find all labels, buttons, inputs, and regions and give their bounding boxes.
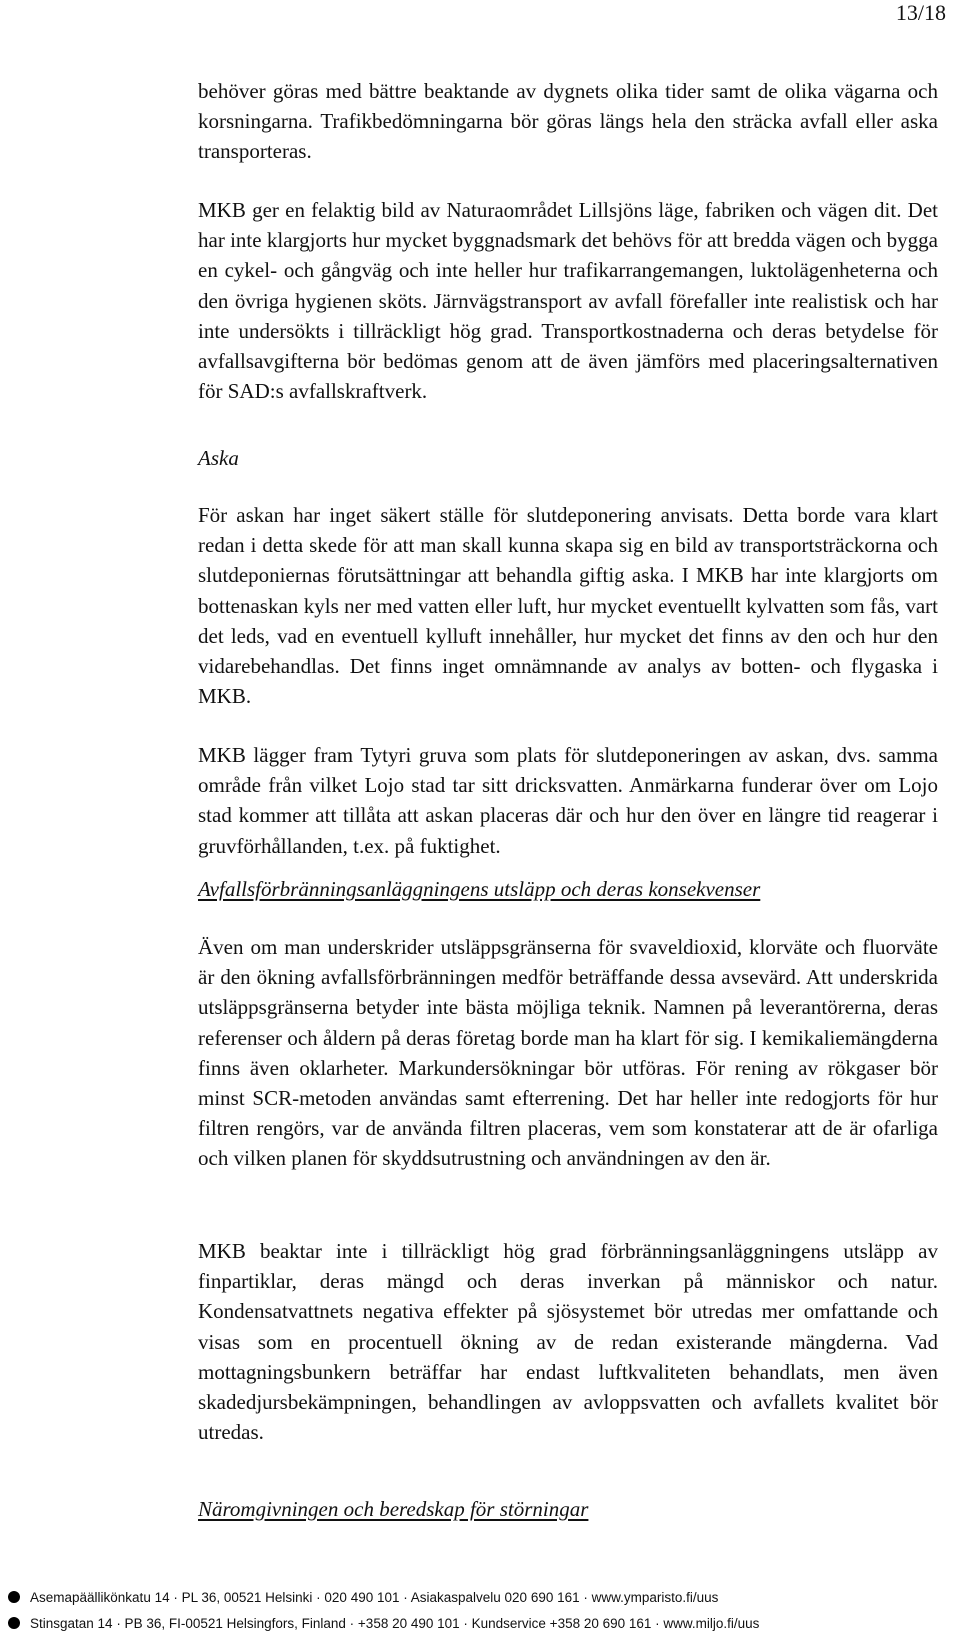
paragraph-2 (198, 195, 938, 406)
heading-text: Aska (198, 446, 239, 470)
paragraph-text: Även om man underskrider utsläppsgränserna för svaveldioxid, klorväte och fluorväte är den ökning avfallsförbränningen medför beträffande dessa avsevärd. Att underskrida utsläppsgränserna betyder inte bästa möjliga teknik. Namnen på leverantörerna, deras referenser och åldern på deras företag borde man ha klart för sig. I kemikaliemängderna finns även oklarheter. Markundersökningar bör utföras. För rening av rökgaser bör minst SCR-metoden användas samt efterrening. Det har heller inte redogjorts för hur filtren rengörs, var de använda filtren placeras, vem som konstaterar att de är ofarliga och vilken planen för skyddsutrustning och användningen av den är. (198, 935, 938, 1171)
page-footer (0, 1580, 960, 1640)
paragraph-text: MKB ger en felaktig bild av Naturaområdet Lillsjöns läge, fabriken och vägen dit. Det har inte klargjorts hur mycket byggnadsmark det behövs för att bredda vägen och bygga en cykel- och gångväg och inte heller hur trafikarrangemangen, luktolägenheterna och den övriga hygienen sköts. Järnvägstransport av avfall förefaller inte realistisk och har inte undersökts i tillräckligt hög grad. Transportkostnaderna och deras betydelse för avfallsavgifterna bör bedömas genom att de även jämförs med placeringsalternativen för SAD:s avfallskraftverk. (198, 198, 938, 404)
bullet-icon (8, 1591, 20, 1603)
footer-line-finnish (8, 1590, 718, 1605)
footer-text: Asemapäällikönkatu 14 · PL 36, 00521 Helsinki · 020 490 101 · Asiakaspalvelu 020 690 161 · www.ymparisto.fi/uus (30, 1590, 719, 1605)
footer-text: Stinsgatan 14 · PB 36, FI-00521 Helsingfors, Finland · +358 20 490 101 · Kundservice +358 20 690 161 · www.miljo.fi/uus (30, 1616, 760, 1631)
paragraph-6 (198, 1236, 938, 1447)
paragraph-text: behöver göras med bättre beaktande av dygnets olika tider samt de olika vägarna och korsningarna. Trafikbedömningarna bör göras längs hela den sträcka avfall eller aska transporteras. (198, 79, 938, 164)
footer-line-swedish (8, 1616, 759, 1631)
section-heading-emissions (198, 874, 938, 904)
paragraph-1 (198, 76, 938, 167)
paragraph-text: MKB lägger fram Tytyri gruva som plats för slutdeponeringen av askan, dvs. samma område från vilket Lojo stad tar sitt dricksvatten. Anmärkarna funderar över om Lojo stad kommer att tillåta att askan placeras där och hur den över en längre tid reagerar i gruvförhållanden, t.ex. på fuktighet. (198, 743, 938, 858)
paragraph-5 (198, 932, 938, 1174)
section-heading-aska (198, 443, 938, 473)
paragraph-text: För askan har inget säkert ställe för slutdeponering anvisats. Detta borde vara klart redan i detta skede för att man skall kunna skapa sig en bild av transportsträckorna och slutdeponiernas förutsättningar att behandla giftig aska. I MKB har inte klargjorts om bottenaskan kyls ner med vatten eller luft, hur mycket eventuellt kylvatten som fås, vart det leds, vad en eventuell kylluft innehåller, hur mycket det finns av den och hur den vidarebehandlas. Det finns inget omnämnande av analys av botten- och flygaska i MKB. (198, 503, 938, 709)
heading-text: Näromgivningen och beredskap för störningar (198, 1497, 589, 1521)
page-number: 13/18 (895, 0, 946, 25)
paragraph-3 (198, 500, 938, 711)
section-heading-surroundings (198, 1494, 938, 1524)
paragraph-text: MKB beaktar inte i tillräckligt hög grad förbränningsanläggningens utsläpp av finpartiklar, deras mängd och deras inverkan på människor och natur. Kondensatvattnets negativa effekter på sjösystemet bör utredas mer omfattande och visas som en procentuell ökning av de redan existerande mängderna. Vad mottagningsbunkern beträffar har endast luftkvaliteten behandlats, men även skadedjursbekämpningen, behandlingen av avloppsvatten och avfallets kvalitet bör utredas. (198, 1239, 938, 1445)
paragraph-4 (198, 740, 938, 861)
bullet-icon (8, 1617, 20, 1629)
heading-text: Avfallsförbränningsanläggningens utsläpp och deras konsekvenser (198, 877, 761, 901)
